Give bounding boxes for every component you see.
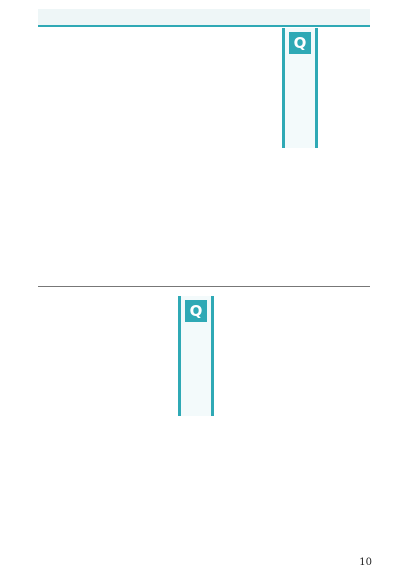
question-text [289, 58, 311, 144]
text-column [220, 28, 266, 282]
question-mark-icon: Q [185, 300, 207, 322]
page-number: 10 [359, 557, 372, 568]
text-column [38, 296, 74, 544]
text-column [80, 296, 126, 544]
text-column [272, 420, 318, 544]
text-column [132, 296, 178, 544]
question-heading [282, 28, 318, 148]
text-column [220, 296, 266, 544]
text-column [116, 28, 162, 282]
body-text-area [38, 28, 370, 544]
text-column [324, 28, 370, 282]
tier-divider-rule [38, 286, 370, 287]
text-column [168, 28, 214, 282]
text-column [38, 28, 110, 282]
text-column [324, 296, 370, 544]
page-header-banner [38, 9, 370, 27]
question-mark-icon: Q [289, 32, 311, 54]
question-heading [178, 296, 214, 416]
question-text [185, 326, 207, 412]
